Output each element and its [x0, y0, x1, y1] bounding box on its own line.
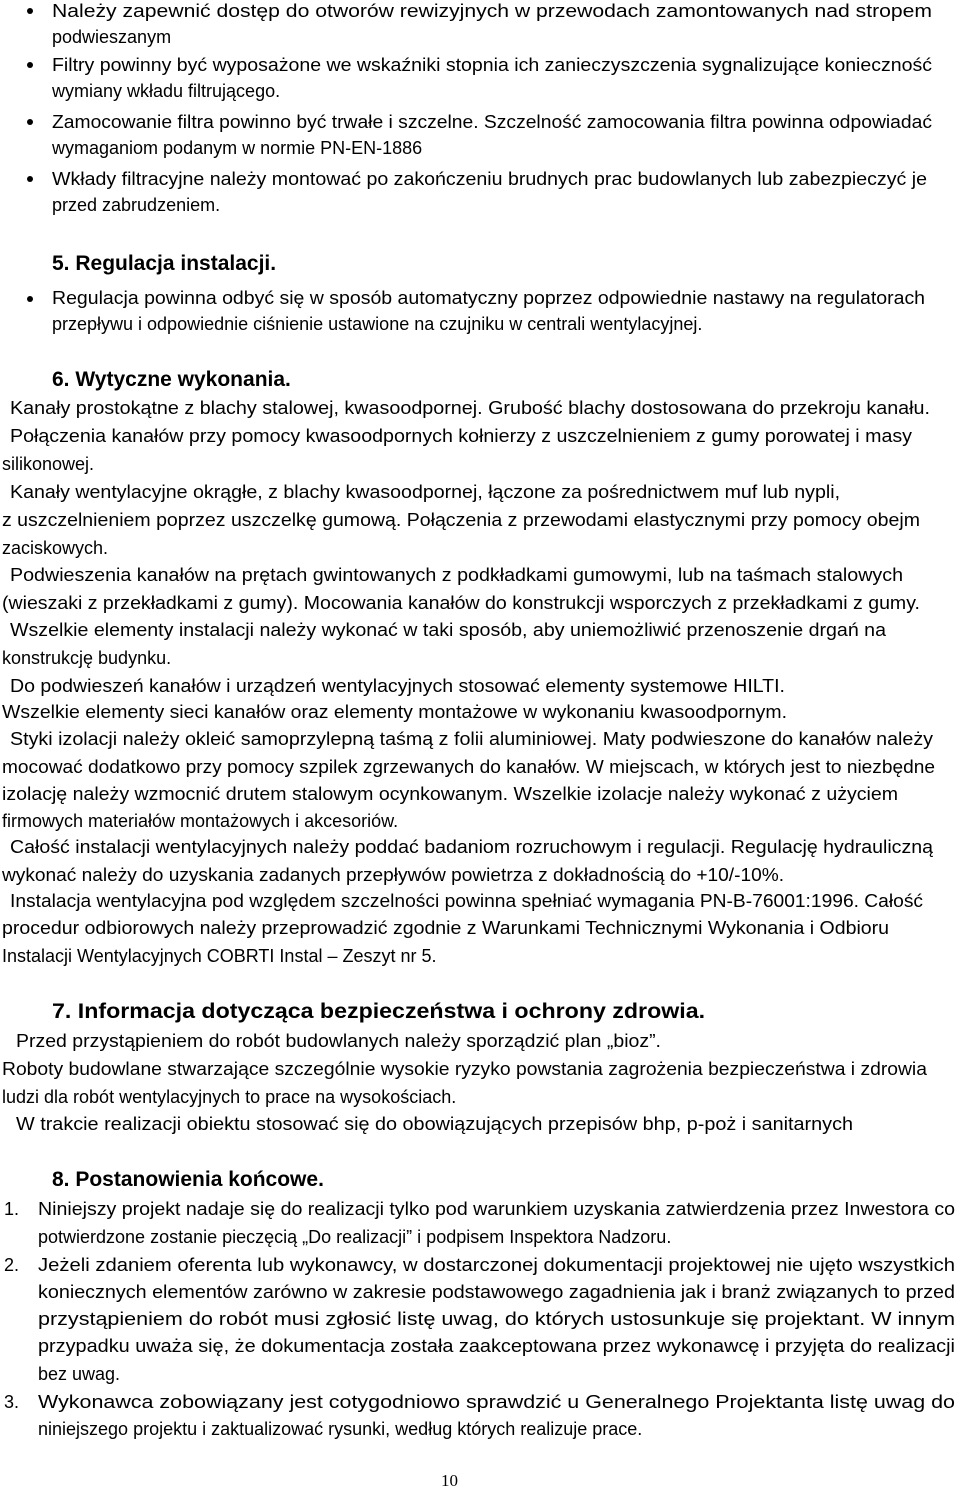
text-line: Kanały prostokątne z blachy stalowej, kwasoodpornej. Grubość blachy dostosowana do przekroju kanału. [10, 398, 930, 418]
text-line: wymaganiom podanym w normie PN-EN-1886 [52, 138, 423, 158]
text-line: Do podwieszeń kanałów i urządzeń wentylacyjnych stosować elementy systemowe HILTI. [10, 676, 785, 696]
text-line: Wszelkie elementy sieci kanałów oraz elementy montażowe w wykonaniu kwasoodpornym. [2, 702, 788, 722]
section-heading: 8. Postanowienia końcowe. [52, 1168, 324, 1191]
bullet-dot [27, 176, 33, 182]
text-line: Wykonawca zobowiązany jest cotygodniowo sprawdzić u Generalnego Projektanta listę uwag do [38, 1392, 955, 1412]
text-line: Wkłady filtracyjne należy montować po zakończeniu brudnych prac budowlanych lub zabezpieczyć je [52, 169, 927, 189]
text-line: mocować dodatkowo przy pomocy szpilek zgrzewanych do kanałów. W miejscach, w których jest to niezbędne [2, 757, 935, 777]
text-line: W trakcie realizacji obiektu stosować się do obowiązujących przepisów bhp, p-poż i sanitarnych [16, 1114, 854, 1134]
text-line: izolację należy wzmocnić drutem stalowym ocynkowanym. Wszelkie izolacje należy wykonać z użyciem [2, 784, 899, 804]
text-line: firmowych materiałów montażowych i akcesoriów. [2, 811, 399, 831]
text-line: Styki izolacji należy okleić samoprzylepną taśmą z folii aluminiowej. Maty podwieszone do kanałów należy [10, 729, 934, 749]
text-line: Wszelkie elementy instalacji należy wykonać w taki sposób, aby uniemożliwić przenoszenie drgań na [10, 620, 886, 640]
text-line: przed zabrudzeniem. [52, 195, 221, 215]
text-line: Kanały wentylacyjne okrągłe, z blachy kwasoodpornej, łączone za pośrednictwem muf lub nypli, [10, 482, 841, 502]
text-line: koniecznych elementów zarówno w zakresie podstawowego zagadnienia jak i branż związanych to przed [38, 1282, 956, 1302]
section-heading: 6. Wytyczne wykonania. [52, 368, 291, 391]
text-line: silikonowej. [2, 454, 95, 474]
list-number: 1. [4, 1199, 20, 1219]
text-line: Połączenia kanałów przy pomocy kwasoodpornych kołnierzy z uszczelnieniem z gumy porowatej i masy [10, 426, 913, 446]
bullet-dot [27, 8, 33, 14]
text-line: Przed przystąpieniem do robót budowlanych należy sporządzić plan „bioz”. [16, 1031, 661, 1051]
text-line: Niniejszy projekt nadaje się do realizacji tylko pod warunkiem uzyskania zatwierdzenia przez Inwestora co [38, 1199, 956, 1219]
text-line: bez uwag. [38, 1364, 121, 1384]
text-line: ludzi dla robót wentylacyjnych to prace na wysokościach. [2, 1087, 457, 1107]
page-number: 10 [441, 1471, 458, 1490]
text-line: Jeżeli zdaniem oferenta lub wykonawcy, w dostarczonej dokumentacji projektowej nie ujęto wszystkich [38, 1255, 956, 1275]
text-line: podwieszanym [52, 27, 172, 47]
text-line: niniejszego projektu i zaktualizować rysunki, według których realizuje prace. [38, 1419, 643, 1439]
text-line: Należy zapewnić dostęp do otworów rewizyjnych w przewodach zamontowanych nad stropem [52, 1, 932, 21]
bullet-dot [27, 62, 33, 68]
text-line: wykonać należy do uzyskania zadanych przepływów powietrza z dokładnością do +10/-10%. [2, 865, 785, 885]
text-line: zaciskowych. [2, 538, 109, 558]
list-number: 2. [4, 1255, 20, 1275]
text-line: przypadku uważa się, że dokumentacja została zaakceptowana przez wykonawcę i przyjęta do realizacji [38, 1336, 955, 1356]
bullet-dot [27, 296, 33, 302]
text-line: (wieszaki z przekładkami z gumy). Mocowania kanałów do konstrukcji wsporczych z przekładkami z gumy. [2, 593, 920, 613]
text-line: przystąpieniem do robót musi zgłosić listę uwag, do których ustosunkuje się projektant. W innym [38, 1309, 956, 1329]
text-line: Filtry powinny być wyposażone we wskaźniki stopnia ich zanieczyszczenia sygnalizujące konieczność [52, 55, 933, 75]
text-line: Instalacji Wentylacyjnych COBRTI Instal – Zeszyt nr 5. [2, 946, 437, 966]
text-line: Podwieszenia kanałów na prętach gwintowanych z podkładkami gumowymi, lub na taśmach stalowych [10, 565, 904, 585]
text-line: wymiany wkładu filtrującego. [52, 81, 281, 101]
list-number: 3. [4, 1392, 20, 1412]
text-line: Instalacja wentylacyjna pod względem szczelności powinna spełniać wymagania PN-B-76001:1996. Całość [10, 891, 924, 911]
text-line: z uszczelnieniem poprzez uszczelkę gumową. Połączenia z przewodami elastycznymi przy pomocy obejm [2, 510, 920, 530]
section-heading: 7. Informacja dotycząca bezpieczeństwa i ochrony zdrowia. [52, 1000, 706, 1023]
text-line: Roboty budowlane stwarzające szczególnie wysokie ryzyko powstania zagrożenia bezpieczeństwa i zdrowia [2, 1059, 927, 1079]
text-line: konstrukcję budynku. [2, 648, 172, 668]
text-line: Regulacja powinna odbyć się w sposób automatyczny poprzez odpowiednie nastawy na regulatorach [52, 288, 926, 308]
text-line: procedur odbiorowych należy przeprowadzić zgodnie z Warunkami Technicznymi Wykonania i Odbioru [2, 918, 890, 938]
text-line: Całość instalacji wentylacyjnych należy poddać badaniom rozruchowym i regulacji. Regulację hydrauliczną [10, 837, 933, 857]
text-line: przepływu i odpowiednie ciśnienie ustawione na czujniku w centrali wentylacyjnej. [52, 314, 703, 334]
section-heading: 5. Regulacja instalacji. [52, 252, 277, 275]
bullet-dot [27, 119, 33, 125]
text-line: Zamocowanie filtra powinno być trwałe i szczelne. Szczelność zamocowania filtra powinna odpowiadać [52, 112, 932, 132]
text-line: potwierdzone zostanie pieczęcią „Do realizacji” i podpisem Inspektora Nadzoru. [38, 1227, 672, 1247]
